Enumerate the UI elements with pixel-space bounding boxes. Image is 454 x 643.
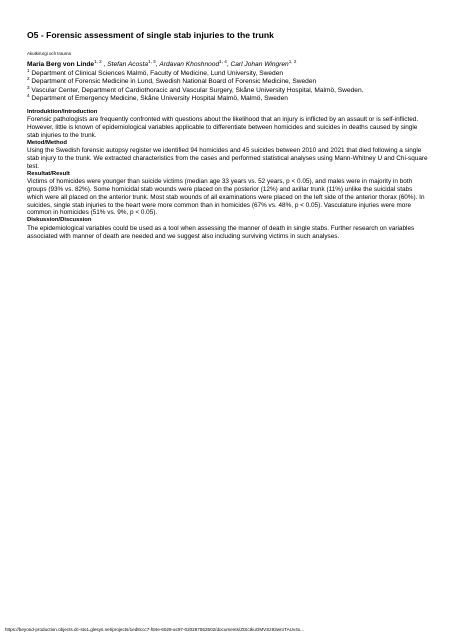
first-author-sup: 1, 2 — [94, 58, 102, 64]
affiliation-number: 3 — [27, 84, 30, 90]
method-text-part: Using the Swedish forensic autopsy register we identified 94 homicides and 45 suicides between 2010 and 2021 that died following a single stab injury to the trunk. We extracted characteristics from the cases and performed statistical analyses using Mann-Whitney — [27, 147, 422, 162]
affiliation-text: Department of Clinical Sciences Malmö, Faculty of Medicine, Lund University, Sweden — [31, 70, 284, 77]
section-text-discussion: The epidemiological variables could be used as a tool when assessing the manner of death in single stabs. Further research on variables associated with manner of death are needed and we suggest also including surviving victims in such analyses. — [27, 224, 415, 240]
section-heading-result: Resultat/Result — [27, 170, 70, 177]
affiliation-number: 2 — [27, 76, 30, 82]
affiliation-number: 1 — [27, 67, 30, 73]
abstract-title: O5 - Forensic assessment of single stab injuries to the trunk — [27, 30, 274, 40]
category-label: Akutkirurgi och trauma — [27, 51, 71, 56]
affiliation-number: 4 — [27, 93, 30, 99]
section-text-introduction: Forensic pathologists are frequently confronted with questions about the likelihood that an injury is inflicted by an assault or is self-inflicted. However, little is known of epidemiological variables applicable to differentiate between homicides and suicides in deaths caused by single stab injuries to the trunk. — [27, 116, 419, 139]
author-sup: 1, 3 — [148, 58, 156, 64]
first-author: Maria Berg von Linde — [27, 61, 95, 68]
author-name: Ardavan Khoshnood — [159, 61, 220, 68]
affiliation — [27, 78, 429, 86]
abstract-content — [27, 30, 429, 240]
affiliation — [27, 95, 429, 103]
author-sup: 1, 4 — [219, 58, 227, 64]
footer-url: https://beyond-production.objects.dc-sto1.glesys.net/projects/1ed8ccc7-f84e-6028-ac97-020287552602/documents/ZtScIkuOMVSz83wroTAUv4x... — [5, 627, 304, 632]
affiliation-text: Department of Emergency Medicine, Skåne University Hospital Malmö, Malmö, Sweden — [31, 95, 288, 103]
section-text-result: Victims of homicides were younger than suicide victims (median age 33 years vs. 52 years, p < 0.05), and males were in majority in both groups (93% vs. 82%). Some homicidal stab wounds were placed on the posterior (12%) and axillar trunk (11%) unlike the suicidal stabs which were all placed on the anterior trunk. Most stab wounds of all examinations were placed on the left side of the anterior thorax (60%). In suicides, single stab injuries to the heart were more common than in homicides (67% vs. 48%, p < 0.05). Vasculature injuries were more common in homicides (51% vs. 9%, p < 0.05). — [27, 178, 425, 217]
author-sup: 1, 2 — [288, 58, 297, 64]
section-heading-introduction: Introduktion/Introduction — [27, 108, 98, 115]
section-text-method — [27, 147, 429, 170]
method-italic-u: U — [377, 155, 383, 162]
author-name: Carl Johan Wingren — [230, 61, 289, 68]
method-text-part: and Chi-square test. — [27, 155, 428, 170]
affiliation-text: Vascular Center, Department of Cardiothoracic and Vascular Surgery, Skåne University Hospital, Malmö, Sweden. — [31, 86, 364, 94]
author-list: Maria Berg von Linde$^{1, 2}$ , Stefan Acosta$^{1, 3}$, Ardavan Khoshnood$^{1, 4}$, Carl Johan Wingren$^{1, 2}$ — [27, 58, 297, 68]
section-heading-method: Metod/Method — [27, 139, 67, 146]
affiliation-text: Department of Forensic Medicine in Lund, Swedish National Board of Forensic Medicine, Sweden — [31, 78, 317, 86]
affiliation — [27, 84, 429, 95]
author-name: Stefan Acosta — [107, 61, 149, 68]
section-heading-discussion: Diskussion/Discussion — [27, 217, 92, 224]
